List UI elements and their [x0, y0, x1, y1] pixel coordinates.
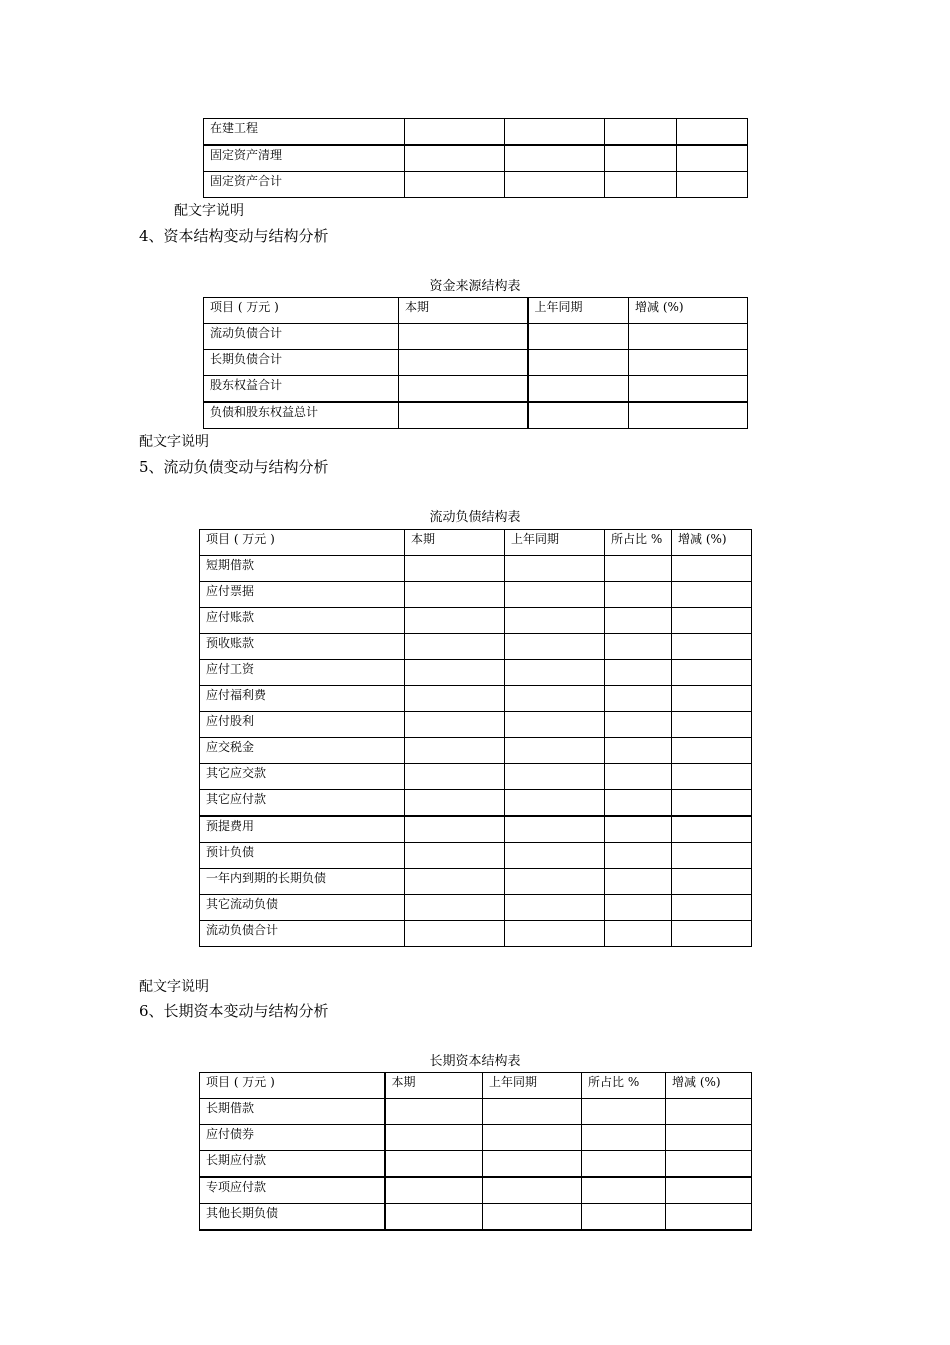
section-heading: 6、长期资本变动与结构分析: [139, 1002, 329, 1020]
table-row: [200, 1099, 752, 1125]
current-liabilities-table: [199, 529, 752, 947]
table-row: [200, 608, 752, 634]
column-header: 项目 ( 万元 ): [200, 1073, 385, 1099]
row-label: 预收账款: [200, 634, 405, 660]
row-label: 应付福利费: [200, 686, 405, 712]
column-header: 增减 (%): [666, 1073, 752, 1099]
column-header: 所占比 %: [582, 1073, 666, 1099]
table-header-row: [204, 298, 748, 324]
row-label: 应付股利: [200, 712, 405, 738]
row-label: 应付账款: [200, 608, 405, 634]
table-row: [200, 712, 752, 738]
row-label: 应交税金: [200, 738, 405, 764]
table-header-row: [200, 530, 752, 556]
table-row: [200, 1125, 752, 1151]
row-label: 固定资产清理: [204, 145, 405, 172]
column-header: 上年同期: [505, 530, 605, 556]
row-label: 流动负债合计: [204, 324, 399, 350]
row-label: 固定资产合计: [204, 172, 405, 198]
table-row: [200, 1151, 752, 1178]
column-header: 本期: [385, 1073, 483, 1099]
table-row: [204, 172, 748, 198]
table-row: [204, 119, 748, 146]
column-header: 本期: [405, 530, 505, 556]
column-header: 增减 (%): [629, 298, 748, 324]
column-header: 项目 ( 万元 ): [200, 530, 405, 556]
table-row: [200, 582, 752, 608]
row-label: 其他长期负债: [200, 1204, 385, 1231]
note-text: 配文字说明: [139, 979, 209, 995]
row-label: 应付工资: [200, 660, 405, 686]
table-row: [200, 1204, 752, 1231]
table-caption: 资金来源结构表: [429, 279, 521, 294]
column-header: 上年同期: [483, 1073, 582, 1099]
row-label: 一年内到期的长期负债: [200, 869, 405, 895]
table-row: [200, 686, 752, 712]
fixed-assets-table: [203, 118, 748, 198]
table-row: [204, 376, 748, 403]
table-row: [200, 869, 752, 895]
capital-source-table: [203, 297, 748, 429]
row-label: 短期借款: [200, 556, 405, 582]
row-label: 股东权益合计: [204, 376, 399, 403]
table-row: [204, 324, 748, 350]
column-header: 增减 (%): [672, 530, 752, 556]
table-row: [200, 790, 752, 817]
column-header: 本期: [399, 298, 528, 324]
row-label: 长期借款: [200, 1099, 385, 1125]
column-header: 上年同期: [528, 298, 629, 324]
row-label: 应付票据: [200, 582, 405, 608]
column-header: 项目 ( 万元 ): [204, 298, 399, 324]
table-row: [200, 556, 752, 582]
row-label: 在建工程: [204, 119, 405, 146]
table-caption: 长期资本结构表: [429, 1054, 521, 1069]
table-header-row: [200, 1073, 752, 1099]
row-label: 预计负债: [200, 843, 405, 869]
row-label: 其它流动负债: [200, 895, 405, 921]
note-text: 配文字说明: [174, 203, 244, 219]
row-label: 流动负债合计: [200, 921, 405, 947]
table-row: [200, 843, 752, 869]
row-label: 负债和股东权益总计: [204, 402, 399, 429]
row-label: 预提费用: [200, 816, 405, 843]
table-row: [200, 816, 752, 843]
table-row: [204, 402, 748, 429]
table-row: [204, 145, 748, 172]
row-label: 长期负债合计: [204, 350, 399, 376]
table-row: [200, 738, 752, 764]
table-row: [200, 660, 752, 686]
table-row: [200, 1177, 752, 1204]
section-heading: 4、资本结构变动与结构分析: [139, 227, 329, 245]
table-caption: 流动负债结构表: [429, 510, 521, 525]
table-row: [200, 895, 752, 921]
table-row: [200, 921, 752, 947]
row-label: 长期应付款: [200, 1151, 385, 1178]
section-heading: 5、流动负债变动与结构分析: [139, 458, 329, 476]
long-term-capital-table: [199, 1072, 752, 1231]
table-row: [204, 350, 748, 376]
row-label: 其它应交款: [200, 764, 405, 790]
note-text: 配文字说明: [139, 434, 209, 450]
table-row: [200, 764, 752, 790]
row-label: 专项应付款: [200, 1177, 385, 1204]
row-label: 其它应付款: [200, 790, 405, 817]
row-label: 应付债券: [200, 1125, 385, 1151]
column-header: 所占比 %: [605, 530, 672, 556]
table-row: [200, 634, 752, 660]
